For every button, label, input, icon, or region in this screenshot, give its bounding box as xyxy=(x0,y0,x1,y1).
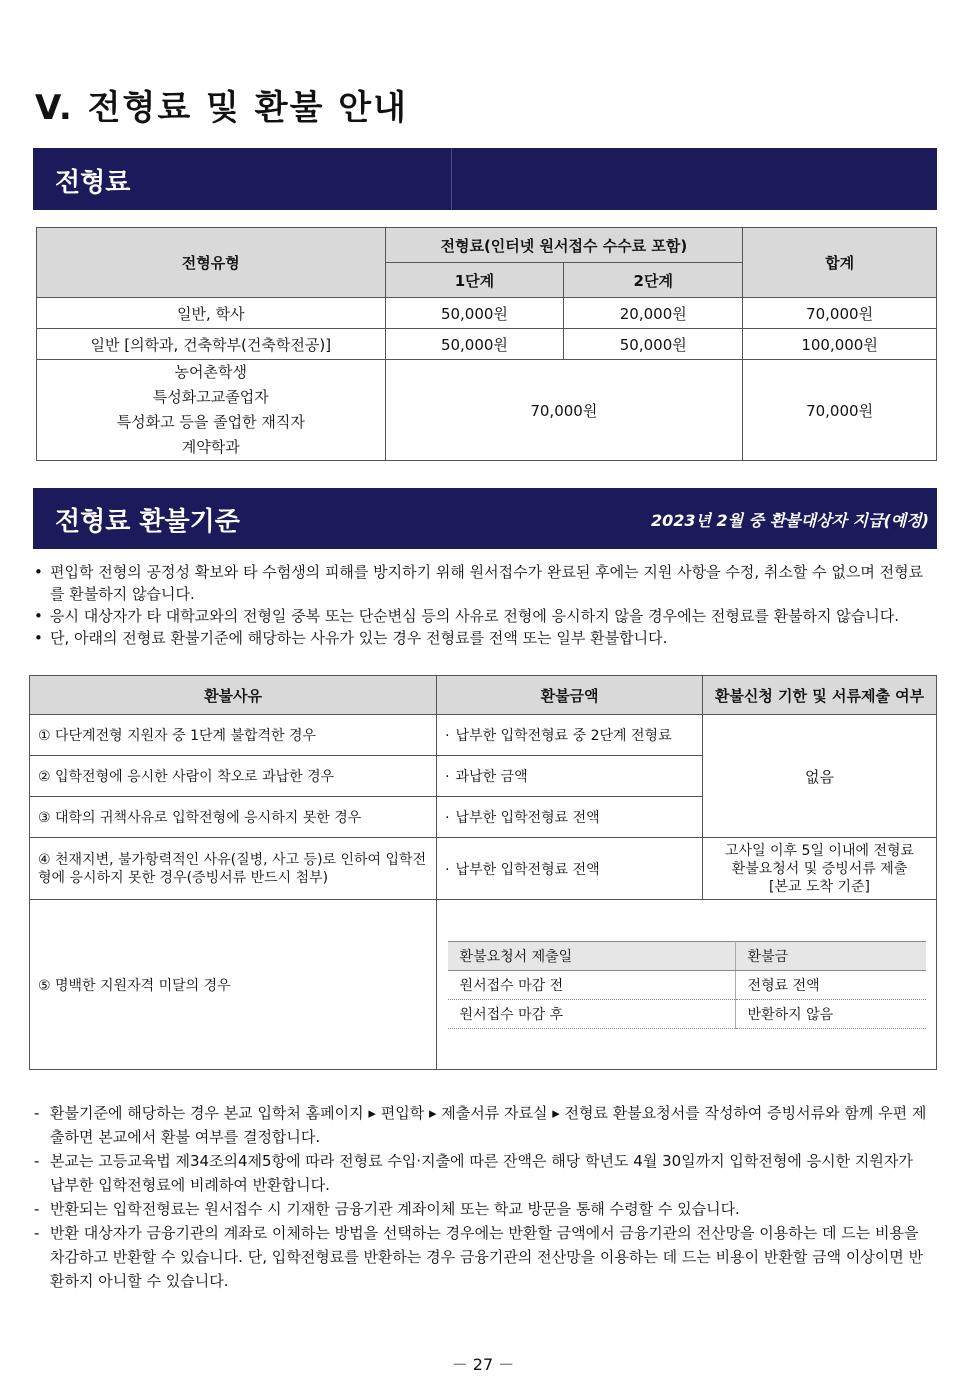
sub-cell-date: 원서접수 마감 전 xyxy=(448,970,736,999)
section-title-fee: 전형료 xyxy=(55,168,131,198)
header-stage2: 2단계 xyxy=(564,263,743,298)
page-number: － 27 － xyxy=(451,1355,515,1374)
refund-sub-table xyxy=(448,941,926,1029)
refund-schedule-note: 2023년 2월 중 환불대상자 지급(예정) xyxy=(650,511,929,530)
section-banner-refund xyxy=(33,488,937,549)
cell-type: 일반 [의학과, 건축학부(건축학전공)] xyxy=(37,329,386,360)
table-row xyxy=(37,360,937,461)
cell-fee-merged: 70,000원 xyxy=(385,360,743,461)
refund-table xyxy=(29,675,937,1070)
banner-divider xyxy=(451,148,452,210)
list-item: - 반환되는 입학전형료는 원서접수 시 기재한 금융기관 계좌이체 또는 학교 방문을 통해 수령할 수 있습니다. xyxy=(32,1197,932,1221)
cell-amount: · 과납한 금액 xyxy=(437,756,703,797)
sub-table-header xyxy=(448,941,926,970)
deadline-line: 고사일 이후 5일 이내에 전형료 xyxy=(725,842,915,859)
sub-header-date: 환불요청서 제출일 xyxy=(448,941,736,970)
deadline-line: [본교 도착 기준] xyxy=(769,878,870,895)
header-amount: 환불금액 xyxy=(437,676,703,715)
list-item: • 단, 아래의 전형료 환불기준에 해당하는 사유가 있는 경우 전형료를 전액 또는 일부 환불합니다. xyxy=(32,627,932,649)
list-item: - 본교는 고등교육법 제34조의4제5항에 따라 전형료 수입·지출에 따른 잔액은 해당 학년도 4월 30일까지 입학전형에 응시한 지원자가 납부한 입학전형료에 비례하여 반환합니다. xyxy=(32,1149,932,1197)
cell-sub-table xyxy=(437,900,937,1070)
table-row xyxy=(448,970,926,999)
cell-stage2: 20,000원 xyxy=(564,298,743,329)
sub-cell-refund: 반환하지 않음 xyxy=(735,999,926,1028)
cell-stage1: 50,000원 xyxy=(385,298,564,329)
cell-reason: ① 다단계전형 지원자 중 1단계 불합격한 경우 xyxy=(30,715,437,756)
list-item: - 환불기준에 해당하는 경우 본교 입학처 홈페이지 ▸ 편입학 ▸ 제출서류 자료실 ▸ 전형료 환불요청서를 작성하여 증빙서류와 함께 우편 제출하면 본교에서 환불 여부를 결정합니다. xyxy=(32,1101,932,1149)
list-item: • 응시 대상자가 타 대학교와의 전형일 중복 또는 단순변심 등의 사유로 전형에 응시하지 않을 경우에는 전형료를 환불하지 않습니다. xyxy=(32,605,932,627)
sub-cell-date: 원서접수 마감 후 xyxy=(448,999,736,1028)
amount-text: 과납한 금액 xyxy=(455,769,528,785)
deadline-line: 환불요청서 및 증빙서류 제출 xyxy=(731,860,908,877)
amount-text: 납부한 입학전형료 전액 xyxy=(455,861,600,878)
cell-reason: ③ 대학의 귀책사유로 입학전형에 응시하지 못한 경우 xyxy=(30,797,437,838)
cell-reason: ④ 천재지변, 불가항력적인 사유(질병, 사고 등)로 인하여 입학전형에 응시하지 못한 경우(증빙서류 반드시 첨부) xyxy=(30,838,437,900)
list-item: • 편입학 전형의 공정성 확보와 타 수험생의 피해를 방지하기 위해 원서접수가 완료된 후에는 지원 사항을 수정, 취소할 수 없으며 전형료를 환불하지 않습니다. xyxy=(32,561,932,605)
cell-reason: ② 입학전형에 응시한 사람이 착오로 과납한 경우 xyxy=(30,756,437,797)
refund-notes xyxy=(32,1101,932,1293)
sub-header-refund: 환불금 xyxy=(735,941,926,970)
table-row xyxy=(30,838,937,900)
type-line: 계약학과 xyxy=(181,438,240,456)
header-fee-group: 전형료(인터넷 원서접수 수수료 포함) xyxy=(385,228,743,263)
amount-text: 납부한 입학전형료 전액 xyxy=(455,810,600,826)
cell-type: 일반, 학사 xyxy=(37,298,386,329)
cell-deadline-none: 없음 xyxy=(703,715,937,838)
table-row xyxy=(30,715,937,756)
amount-text: 납부한 입학전형료 중 2단계 전형료 xyxy=(455,728,672,744)
cell-stage1: 50,000원 xyxy=(385,329,564,360)
cell-reason: ⑤ 명백한 지원자격 미달의 경우 xyxy=(30,900,437,1070)
table-row xyxy=(37,298,937,329)
header-type: 전형유형 xyxy=(37,228,386,298)
section-banner-fee xyxy=(33,148,937,210)
refund-bullets xyxy=(32,561,932,649)
sub-cell-refund: 전형료 전액 xyxy=(735,970,926,999)
cell-deadline-row4 xyxy=(703,838,937,900)
section-title-refund: 전형료 환불기준 xyxy=(55,507,240,537)
fee-table xyxy=(36,227,937,461)
header-total: 합계 xyxy=(743,228,937,298)
cell-total: 70,000원 xyxy=(743,298,937,329)
cell-stage2: 50,000원 xyxy=(564,329,743,360)
cell-amount: · 납부한 입학전형료 중 2단계 전형료 xyxy=(437,715,703,756)
cell-total: 70,000원 xyxy=(743,360,937,461)
header-reason: 환불사유 xyxy=(30,676,437,715)
type-line: 특성화고교졸업자 xyxy=(152,388,269,406)
cell-amount: · 납부한 입학전형료 전액 xyxy=(437,838,703,900)
header-deadline: 환불신청 기한 및 서류제출 여부 xyxy=(703,676,937,715)
type-line: 농어촌학생 xyxy=(174,363,247,381)
header-stage1: 1단계 xyxy=(385,263,564,298)
table-row xyxy=(30,900,937,1070)
table-row xyxy=(448,999,926,1028)
table-row xyxy=(37,329,937,360)
chapter-title: V. 전형료 및 환불 안내 xyxy=(35,88,408,128)
cell-type-merged xyxy=(37,360,386,461)
type-line: 특성화고 등을 졸업한 재직자 xyxy=(116,413,305,431)
cell-total: 100,000원 xyxy=(743,329,937,360)
list-item: - 반환 대상자가 금융기관의 계좌로 이체하는 방법을 선택하는 경우에는 반환할 금액에서 금융기관의 전산망을 이용하는 데 드는 비용을 차감하고 반환할 수 있습니다. 단, 입학전형료를 반환하는 경우 금융기관의 전산망을 이용하는 데 드는 비용이 반환할 금액 이상이면 반환하지 아니할 수 있습니다. xyxy=(32,1221,932,1293)
cell-amount: · 납부한 입학전형료 전액 xyxy=(437,797,703,838)
